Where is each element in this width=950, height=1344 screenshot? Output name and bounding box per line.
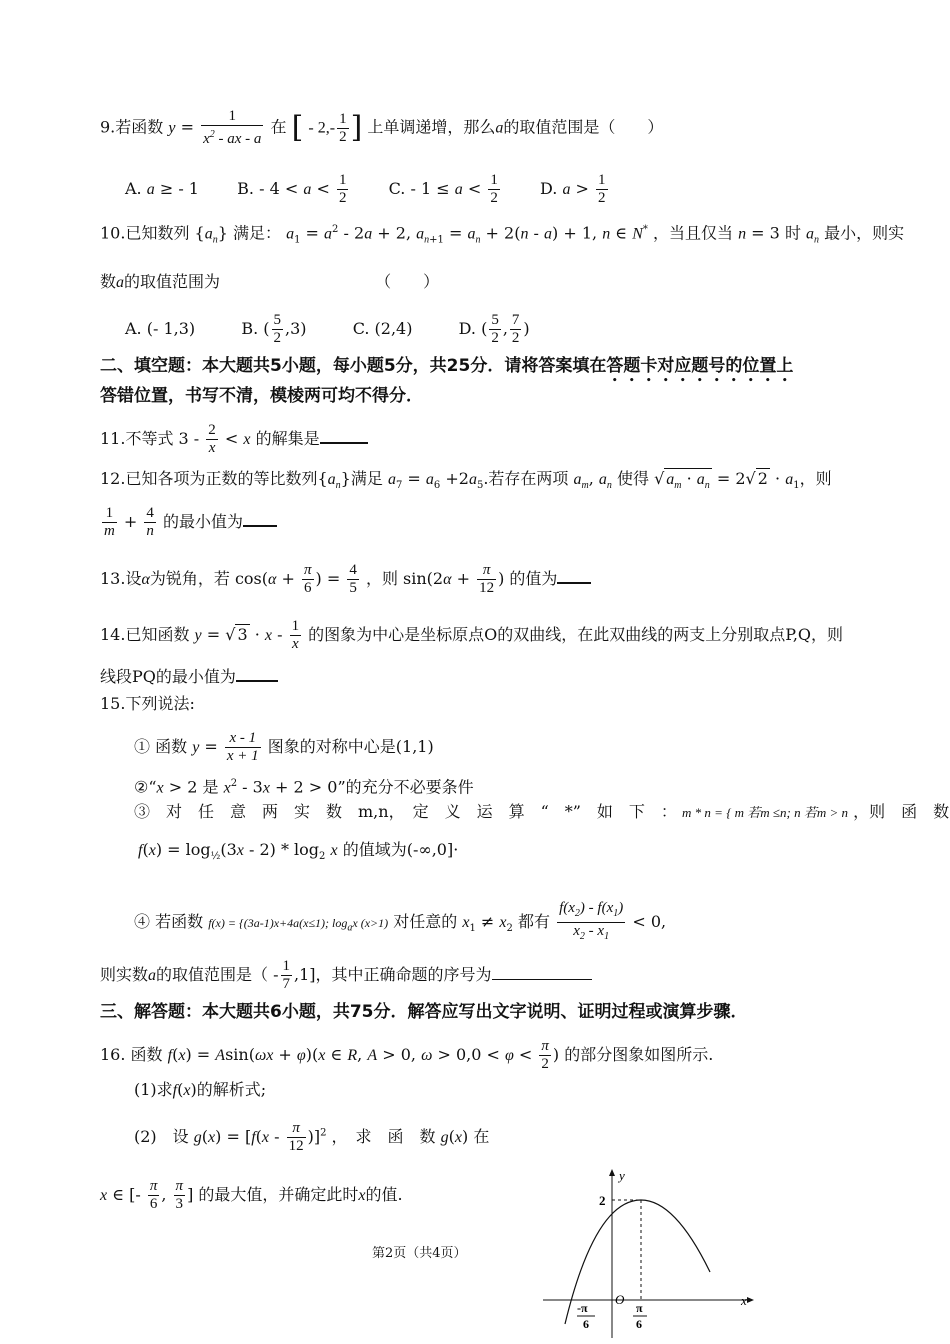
- x-tick-right-den: 6: [636, 1317, 642, 1331]
- x-tick-left-den: 6: [583, 1317, 589, 1331]
- section2-heading: 二、填空题：本大题共5小题，每小题5分，共25分．请将答案填在答题卡对应题号的位置上: [100, 356, 794, 376]
- q11: 11.不等式 3 - $\frac{2}{x}$ < x 的解集是: [100, 422, 368, 457]
- q16-part2: (2) 设 g(x) = [f(x - $\frac{\pi}{12}$ )]$^2$ ， 求 函 数 g(x) 在: [134, 1120, 490, 1154]
- q15-s3-func: $f(x) = \log_{\frac{1}{2}}(3x - 2) * \log_2 x$ 的值域为(-∞,0]·: [138, 840, 459, 863]
- q12: 12.已知各项为正数的等比数列$\{a_n\}$满足 $a_7 = a_6 +2a_5$.若存在两项 $a_m$, $a_n$ 使得 √ $a_m \cdot a_n = 2√$ $2 \cdot a_1$，则: [100, 468, 832, 496]
- y-axis-arrow: [609, 1169, 615, 1176]
- page-footer: 第2页（共4页）: [372, 1246, 467, 1261]
- q10-line2: 数a的取值范围为 （ ）: [100, 272, 440, 291]
- q12-line2: $\frac{1}{m}$ + $\frac{4}{n}$ 的最小值为: [100, 505, 277, 540]
- q16-stem: 16. 函数 f(x) = Asin(ωx + φ)(x ∈ R, A > 0, ω > 0,0 < φ < $\frac{\pi}{2}$ ) 的部分图象如图所示.: [100, 1038, 714, 1072]
- q13: 13.设α为锐角，若 cos(α + $\frac{\pi}{6}$ ) = $\frac{4}{5}$ ，则 sin(2α + $\frac{\pi}{12}$ ) 的值为: [100, 562, 591, 597]
- q15-s4: ④ 若函数 f(x) = {(3a-1)x+4a(x≤1); $\log_ax$ (x>1) 对任意的 $x_1 \ne x_2$ 都有 $\frac{f(x_2) - f(x_1)}{x_2 - x_1}$ < 0,: [134, 900, 667, 942]
- y-tick-2: 2: [599, 1193, 606, 1208]
- section2-line2: 答错位置，书写不清，模棱两可均不得分．: [100, 386, 423, 406]
- q14-line2: 线段PQ的最小值为: [100, 666, 278, 687]
- q9-stem: 9.若函数 y = $\frac{1}{x^2 - ax - a}$ 在 [ - 2,- $\frac{1}{2}$ ] 上单调递增，那么a的取值范围是（ ）: [100, 108, 664, 147]
- q9-options: A. a ≥ - 1 B. - 4 < a < $\frac{1}{2}$ C. - 1 ≤ a < $\frac{1}{2}$ D. a > $\frac{1}{2}$: [125, 172, 606, 206]
- q15-s3: ③ 对 任 意 两 实 数 m,n， 定 义 运 算 “ *” 如 下 ： m * n = { m 若m ≤n; n 若m > n ，则 函 数: [134, 802, 950, 821]
- x-tick-left: -π: [577, 1301, 588, 1315]
- q15-title: 15.下列说法:: [100, 694, 195, 713]
- section3-heading: 三、解答题：本大题共6小题，共75分．解答应写出文字说明、证明过程或演算步骤．: [100, 1002, 748, 1022]
- x-axis-arrow: [747, 1297, 754, 1303]
- sine-graph: [535, 1160, 760, 1344]
- q15-s2: ②“x > 2 是 $x^2 - 3x + 2 > 0$”的充分不必要条件: [134, 777, 474, 797]
- q10-stem: 10.已知数列 $\{a_n\}$ 满足： $a_1 = a^2 - 2a + 2$, $a_{n+1} = a_n + 2(n - a) + 1$, n ∈ N* ，当且仅当 n = 3 时 $a_n$ 最小，则实: [100, 223, 905, 246]
- q15-s5: 则实数a的取值范围是（ - $\frac{1}{7}$ ,1]，其中正确命题的序号为: [100, 958, 592, 993]
- q10-options: A. (- 1,3) B. ( $\frac{5}{2}$ ,3) C. (2,4) D. ( $\frac{5}{2}$ , $\frac{7}{2}$ ): [125, 312, 530, 346]
- x-tick-right: π: [636, 1301, 643, 1315]
- q16-part3: x ∈ [- $\frac{\pi}{6}$ , $\frac{\pi}{3}$ ] 的最大值，并确定此时x的值.: [100, 1178, 403, 1212]
- q16-part1: (1)求f(x)的解析式;: [134, 1080, 267, 1099]
- q15-s1: ① 函数 y = $\frac{x - 1}{x + 1}$ 图象的对称中心是(1,1): [134, 730, 434, 764]
- y-label: y: [619, 1168, 625, 1183]
- x-label: x: [741, 1293, 747, 1308]
- q14: 14.已知函数 y = √ 3 · x - $\frac{1}{x}$ 的图象为中心是坐标原点O的双曲线，在此双曲线的两支上分别取点P,Q，则: [100, 618, 844, 652]
- origin-label: O: [615, 1292, 625, 1307]
